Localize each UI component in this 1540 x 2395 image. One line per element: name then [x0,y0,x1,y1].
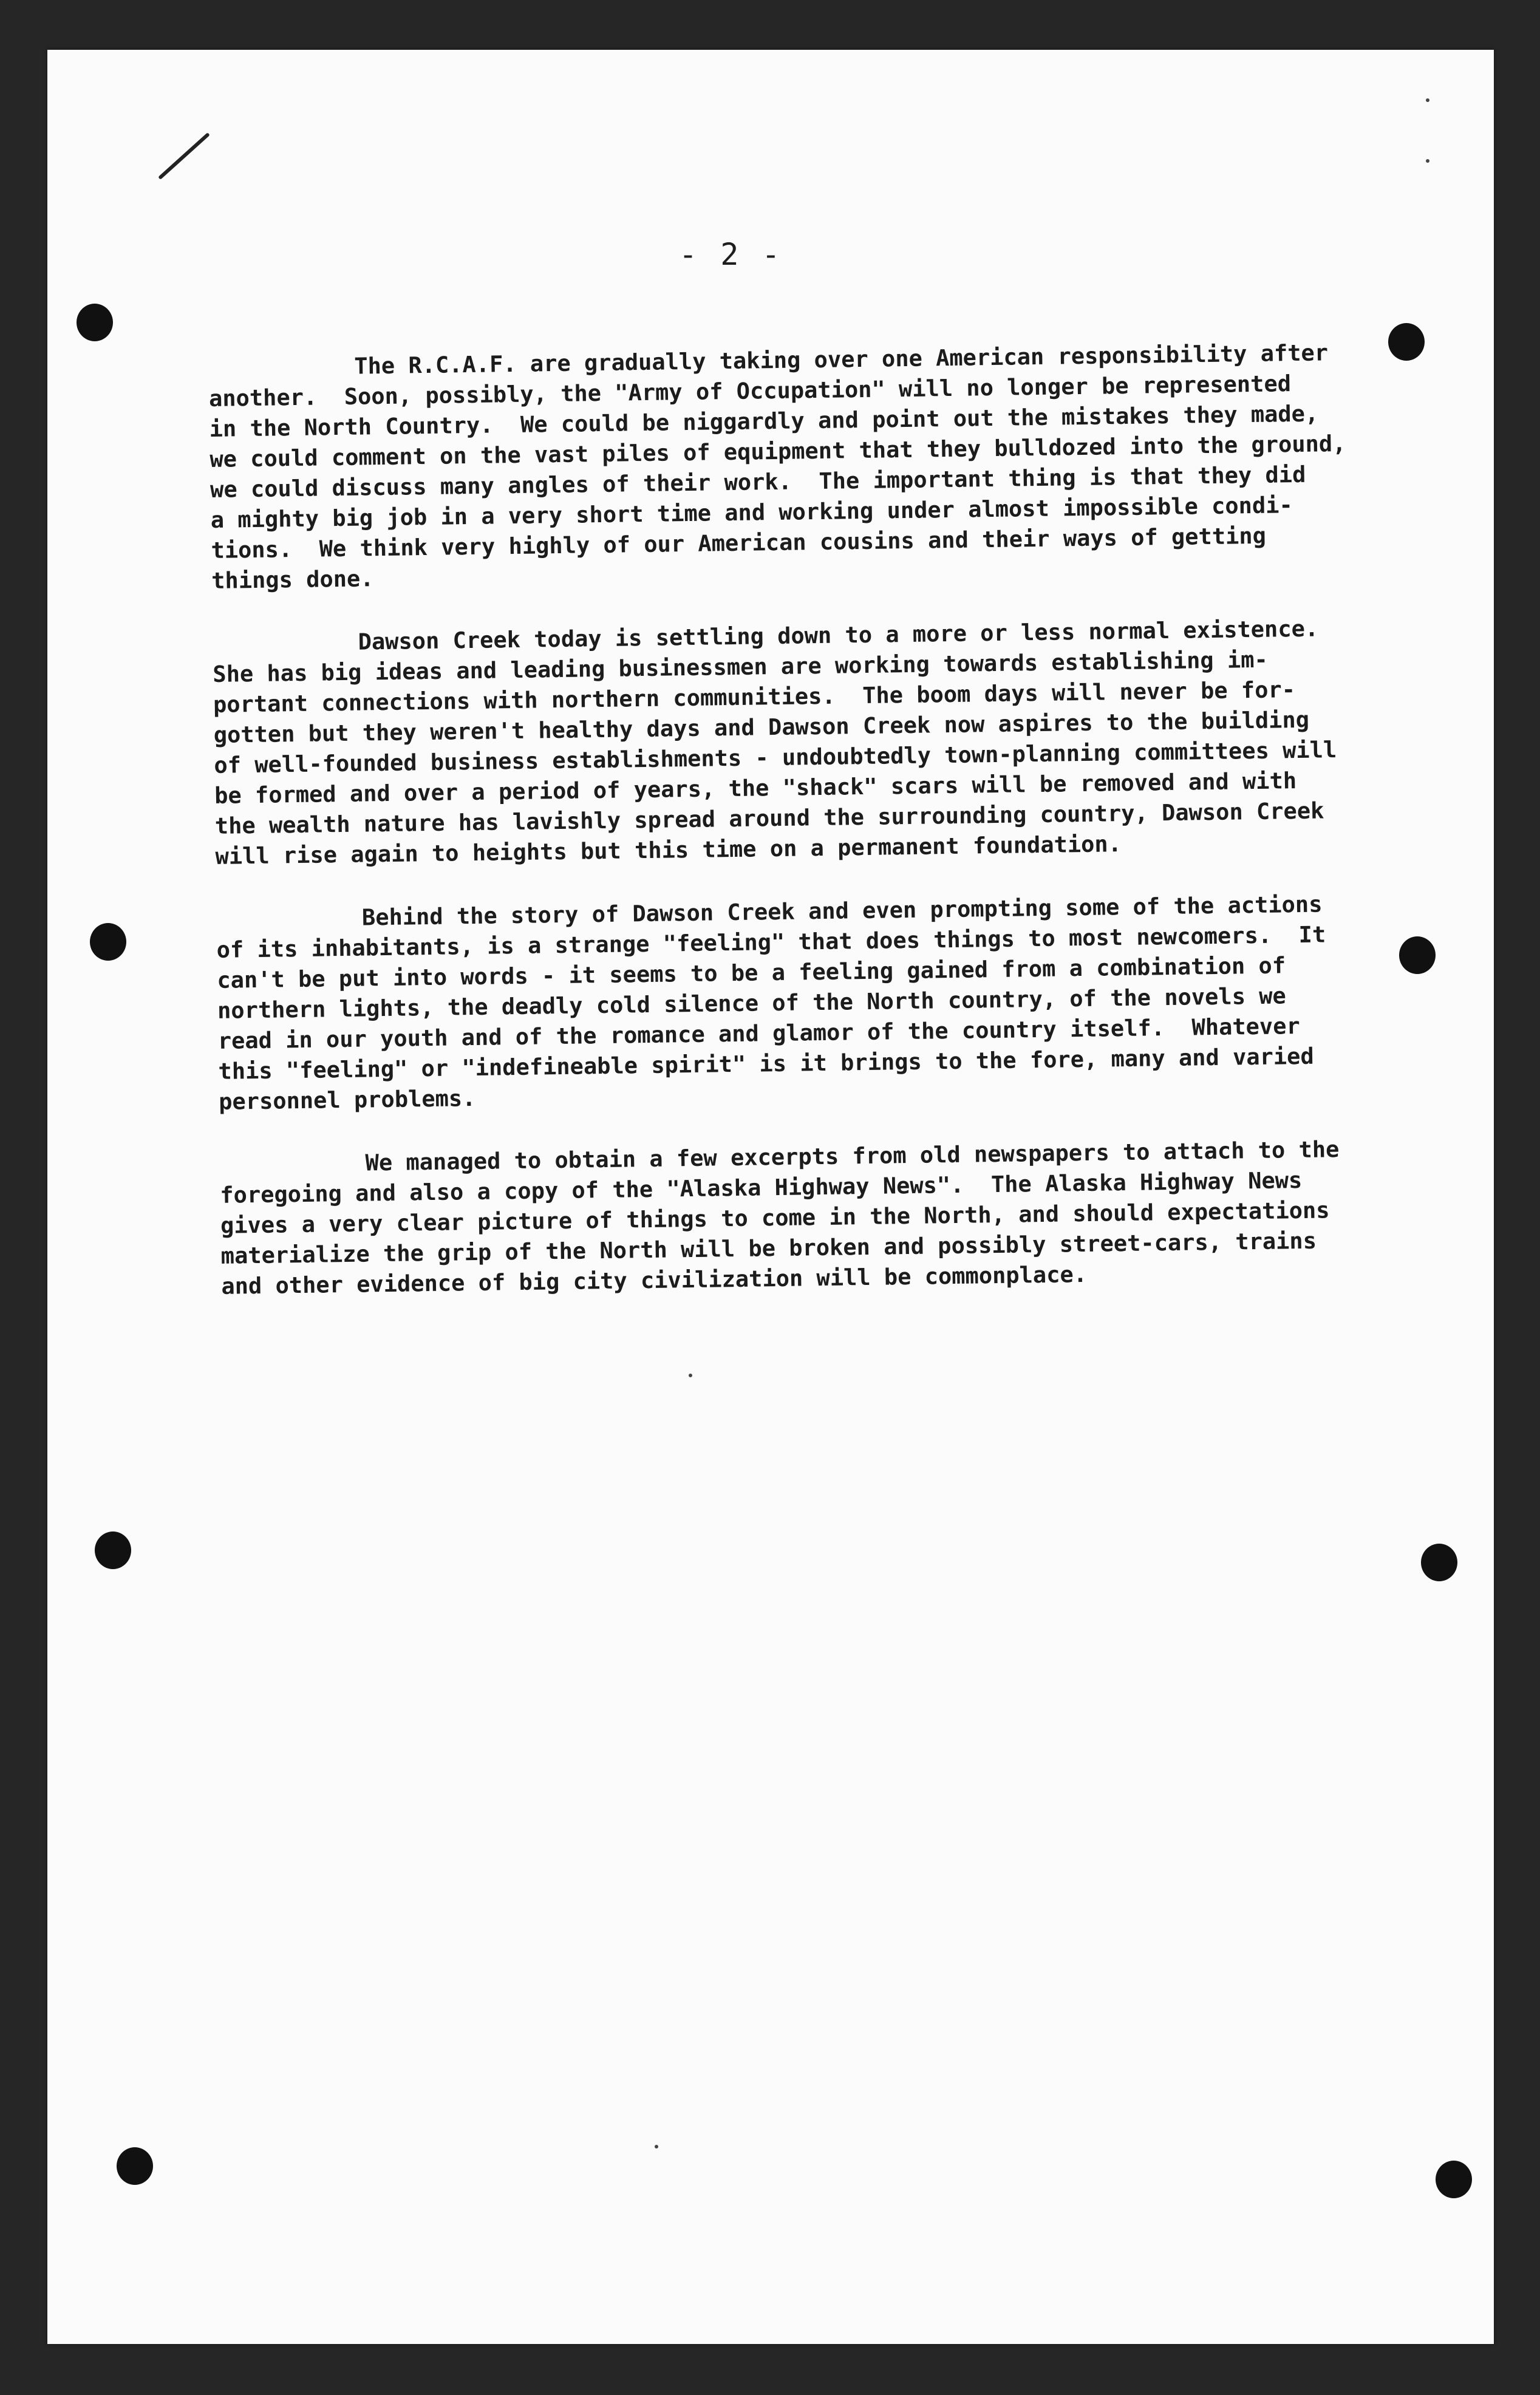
text-line: Dawson Creek today is settling down to a more or less normal existence. [358,615,1319,655]
text-line: foregoing and also a copy of the "Alaska Highway News". The Alaska Highway News [220,1167,1303,1208]
binder-hole [1388,323,1425,361]
text-line: We managed to obtain a few excerpts from old newspapers to attach to the [365,1136,1340,1176]
text-line: and other evidence of big city civilization will be commonplace. [221,1261,1088,1300]
binder-hole [1436,2161,1472,2198]
text-line: materialize the grip of the North will be broken and possibly street-cars, trains [220,1227,1317,1269]
text-line: this "feeling" or "indefineable spirit" is it brings to the fore, many and varied [218,1043,1314,1085]
text-line: in the North Country. We could be niggardly and point out the mistakes they made, [209,400,1319,442]
text-line: gives a very clear picture of things to come in the North, and should expectations [220,1197,1330,1239]
text-line: personnel problems. [218,1085,476,1115]
paper-speck [1426,159,1429,163]
text-line: Behind the story of Dawson Creek and even prompting some of the actions [361,891,1323,931]
paragraph [208,336,1487,596]
paper-speck [655,2145,658,2148]
text-line: read in our youth and of the romance and glamor of the country itself. Whatever [217,1013,1301,1054]
text-line: northern lights, the deadly cold silence of the North country, of the novels we [217,983,1287,1024]
page-number: - 2 - [679,237,783,272]
binder-hole [1399,936,1436,974]
text-line: we could comment on the vast piles of equipment that they bulldozed into the ground, [210,430,1346,472]
text-line: another. Soon, possibly, the "Army of Occupation" will no longer be represented [208,370,1292,412]
paragraph [219,1133,1496,1302]
text-line: of its inhabitants, is a strange "feeling" that does things to most newcomers. It [216,921,1326,963]
paper-speck [689,1374,692,1377]
binder-hole [90,923,126,961]
binder-hole [77,304,113,341]
text-line: The R.C.A.F. are gradually taking over one American responsibility after [354,339,1329,380]
binder-hole [117,2147,153,2185]
text-line: we could discuss many angles of their work. The important thing is that they did [210,461,1306,503]
text-line: will rise again to heights but this time on a permanent foundation. [215,831,1122,870]
paragraph [216,887,1494,1117]
text-line: the wealth nature has lavishly spread around the surrounding country, Dawson Creek [214,797,1324,839]
text-line: can't be put into words - it seems to be a feeling gained from a combination of [217,952,1286,993]
text-line: She has big ideas and leading businessmen are working towards establishing im- [213,646,1269,687]
text-line: portant connections with northern communities. The boom days will never be for- [213,676,1296,718]
text-line: tions. We think very highly of our American cousins and their ways of getting [211,522,1267,564]
binder-hole [1421,1544,1457,1581]
text-line: of well-founded business establishments - undoubtedly town-planning committees will [214,737,1337,778]
paragraph [212,612,1490,872]
paper-speck [1426,98,1429,102]
text-line: gotten but they weren't healthy days and Dawson Creek now aspires to the building [213,706,1310,748]
body-text [208,336,1497,1335]
text-line: be formed and over a period of years, the "shack" scars will be removed and with [214,768,1297,809]
binder-hole [95,1531,131,1569]
pen-mark [158,132,210,180]
text-line: things done. [211,565,374,594]
text-line: a mighty big job in a very short time and working under almost impossible condi- [210,492,1293,533]
document-page [47,50,1494,2344]
